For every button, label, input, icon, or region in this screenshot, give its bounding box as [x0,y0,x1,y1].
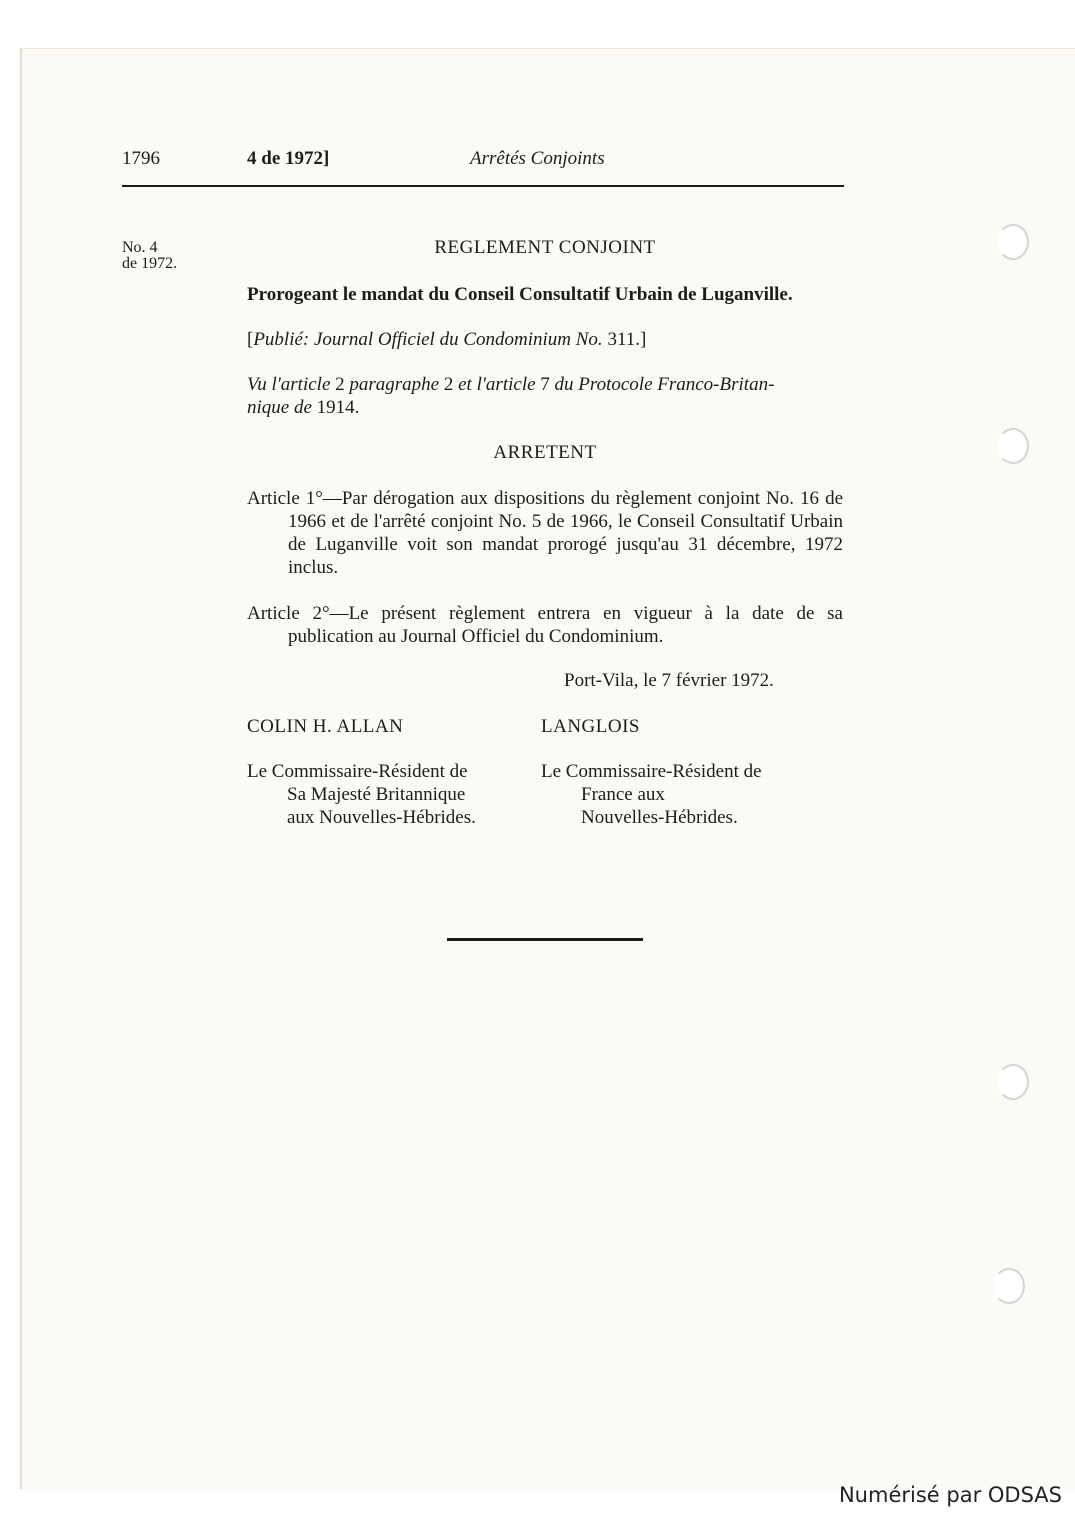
publication-note [247,328,646,351]
signatory-right-title-2: France aux [581,784,665,805]
margin-note [122,240,177,272]
recital-part-5: nique de [247,397,312,418]
punch-hole-3 [997,1064,1029,1100]
punch-hole-2 [997,428,1029,464]
document-subtitle: Prorogeant le mandat du Conseil Consultatif Urbain de Luganville. [247,284,793,305]
recital-line-2 [247,396,847,419]
article-2: Article 2°—Le présent règlement entrera en vigueur à la date de sa publication au Journal Officiel du Condominium. [247,603,843,647]
recital [247,373,847,419]
signatory-left-title-3: aux Nouvelles-Hébrides. [287,807,476,828]
signatory-left-name: COLIN H. ALLAN [247,716,404,737]
margin-note-number: No. 4 [122,239,158,256]
recital-part-1: Vu l'article [247,374,331,395]
article-1: Article 1°—Par dérogation aux dispositions du règlement conjoint No. 16 de 1966 et de l'arrêté conjoint No. 5 de 1966, le Conseil Consultatif Urbain de Luganville voit son mandat prorogé jusqu'au 31 décembre, 1972 inclus. [247,488,843,578]
punch-hole-4 [993,1268,1025,1304]
recital-part-3: et l'article [458,374,536,395]
closing-rule [447,938,643,941]
signatory-right-title-3: Nouvelles-Hébrides. [581,807,738,828]
publication-number: 311.] [602,329,647,350]
document-title: REGLEMENT CONJOINT [434,237,656,258]
signatory-left [247,715,476,829]
publication-journal: Publié: Journal Officiel du Condominium No. [253,329,603,350]
signatory-right-title-1: Le Commissaire-Résident de [541,761,762,782]
digitization-stamp: Numérisé par ODSAS [838,1483,1062,1507]
recital-num-4: 1914. [311,397,360,418]
margin-note-year: de 1972. [122,255,178,272]
decree-heading: ARRETENT [493,442,597,463]
signatory-left-title-2: Sa Majesté Britannique [287,784,466,805]
header-section: Arrêtés Conjoints [470,148,605,169]
publication-open-bracket: [ [247,329,254,350]
recital-num-3: 7 [535,374,555,395]
place-date: Port-Vila, le 7 février 1972. [564,670,774,691]
page-number: 1796 [122,148,160,169]
header-reference: 4 de 1972] [247,148,330,169]
recital-part-2: paragraphe [349,374,440,395]
signatory-left-title-1: Le Commissaire-Résident de [247,761,468,782]
signatory-right [541,715,762,829]
header-rule [122,185,844,187]
signatory-right-name: LANGLOIS [541,716,640,737]
punch-hole-1 [997,224,1029,260]
recital-part-4: du Protocole Franco-Britan- [554,374,775,395]
recital-num-2: 2 [439,374,459,395]
recital-line-1 [247,373,847,396]
recital-num-1: 2 [330,374,350,395]
